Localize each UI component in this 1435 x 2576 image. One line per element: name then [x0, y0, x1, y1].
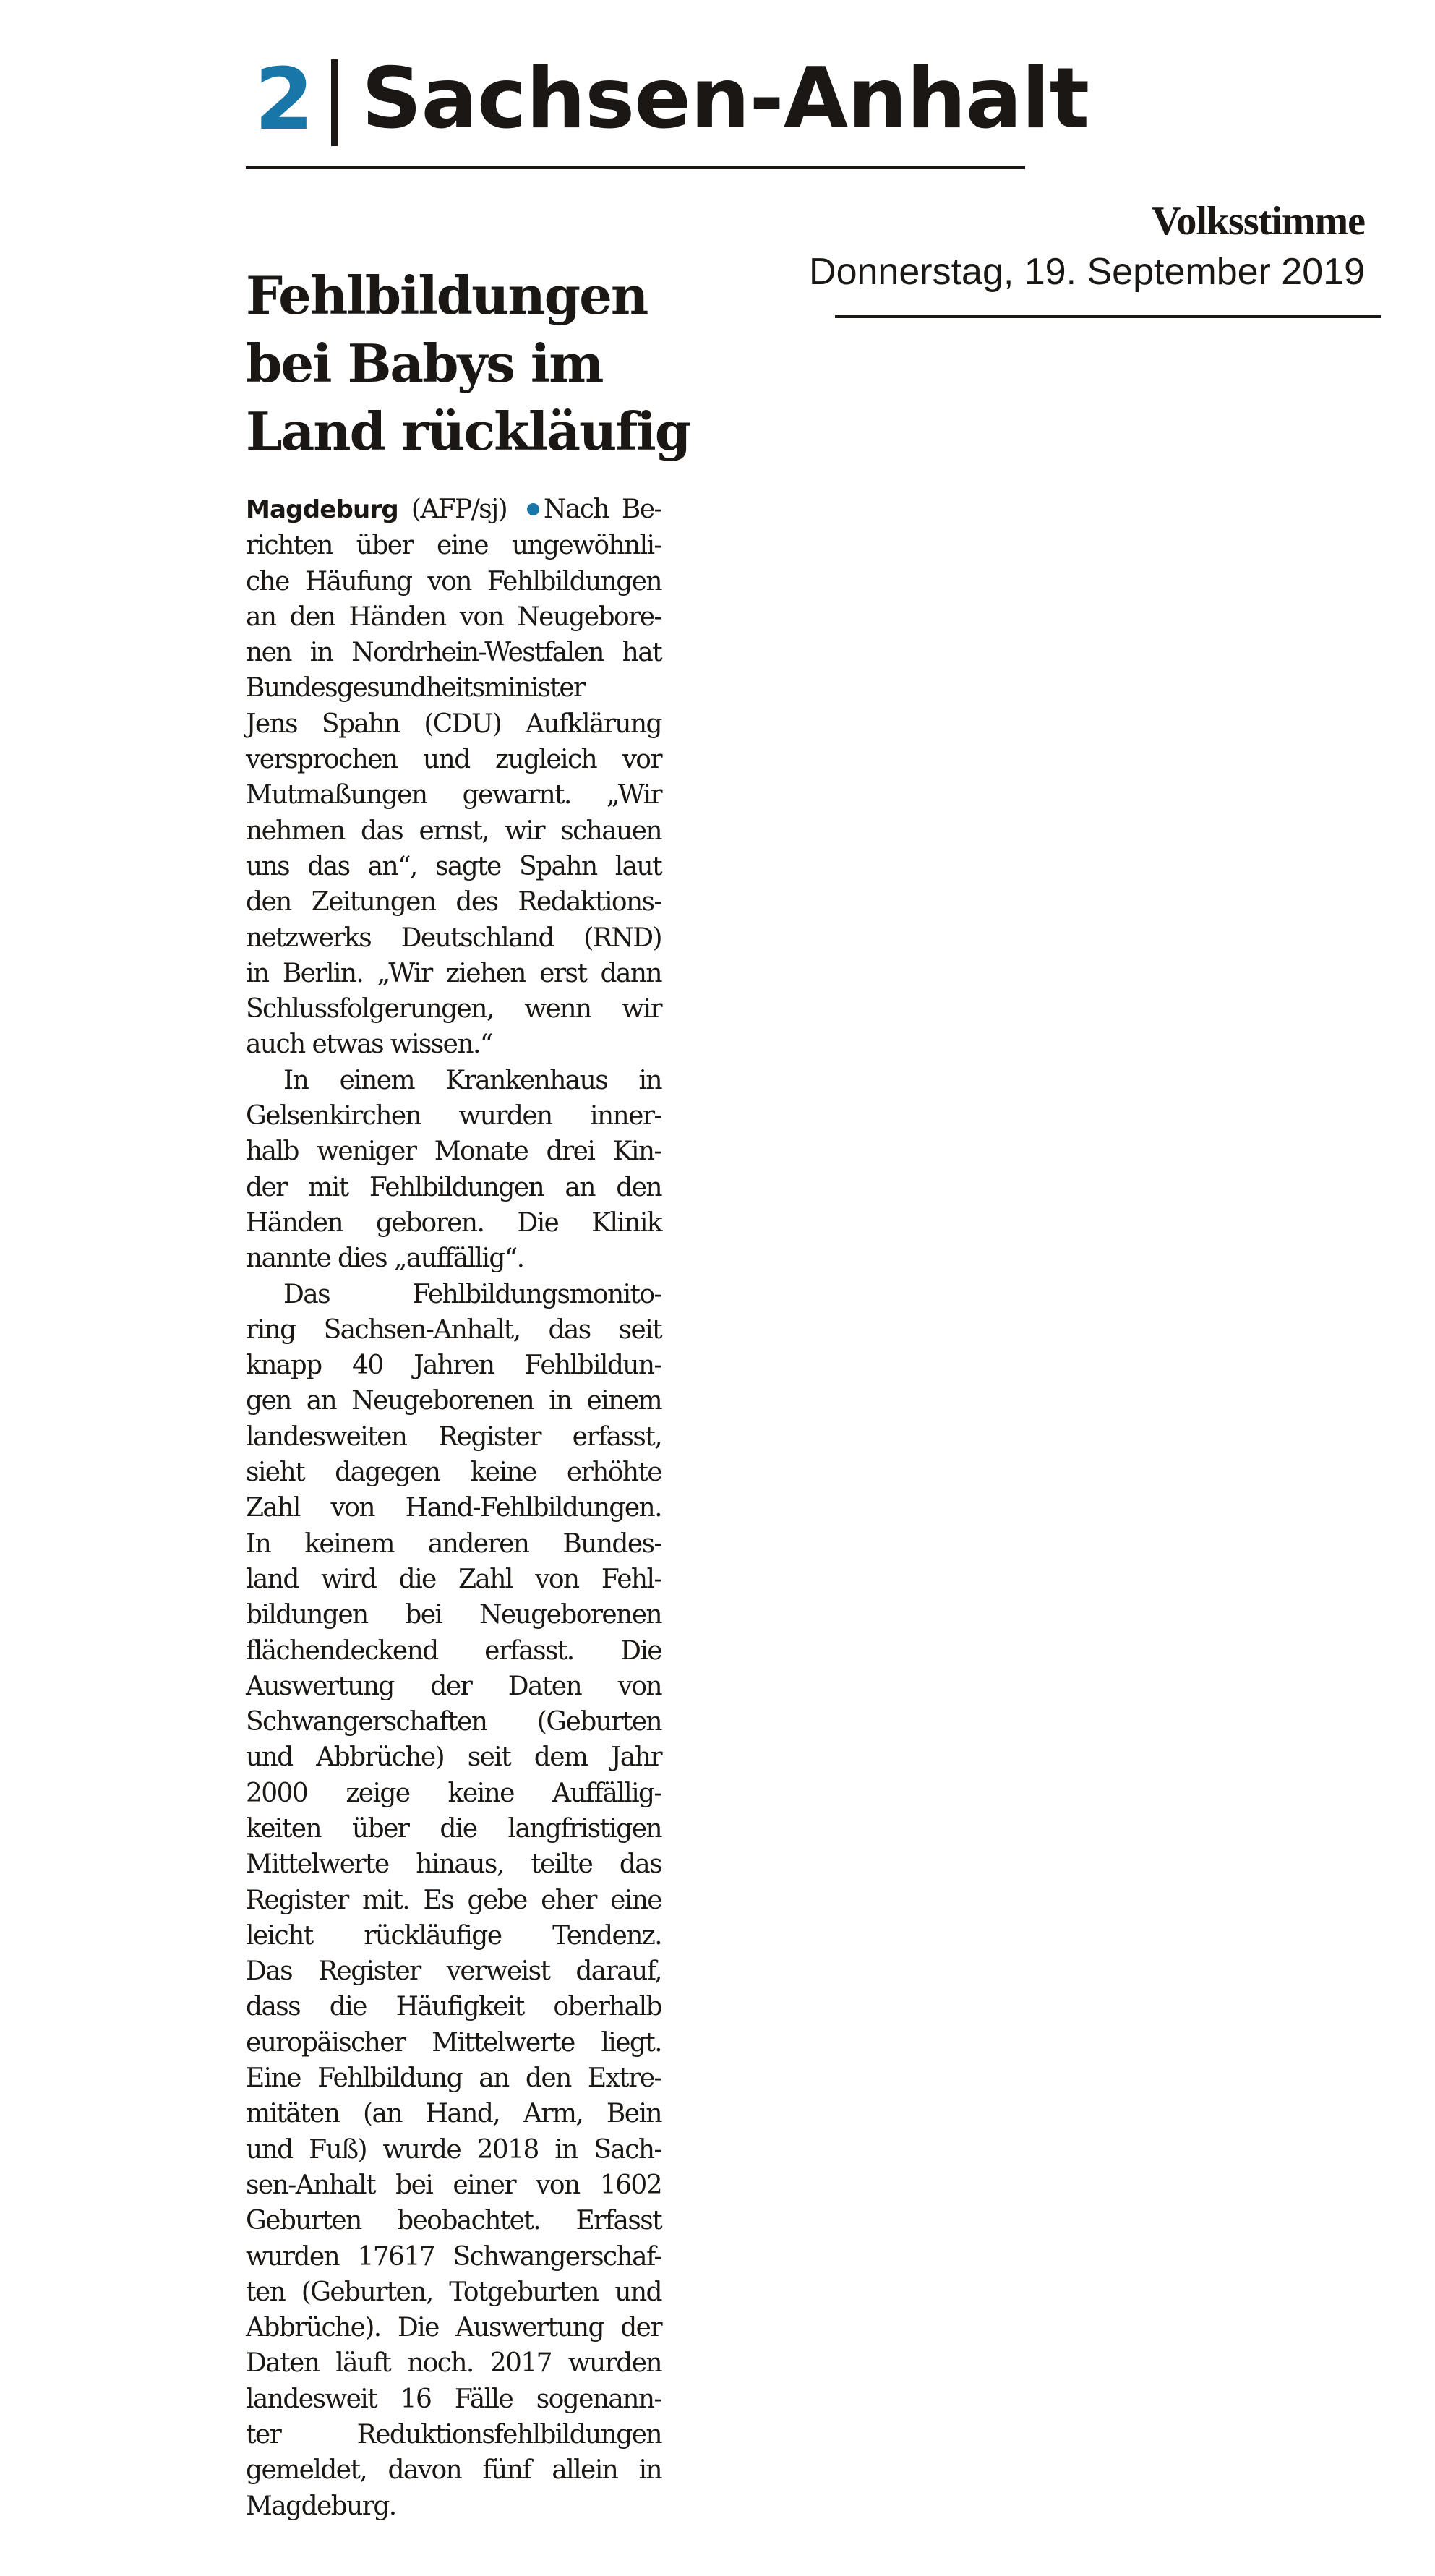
- dateline-city: Magdeburg: [246, 495, 398, 524]
- article-line: nannte dies „auffällig“.: [246, 1244, 524, 1274]
- headline-line: bei Babys im: [246, 333, 603, 394]
- article-line: uns das an“, sagte Spahn laut: [246, 851, 661, 881]
- article-line: In einem Krankenhaus in: [283, 1065, 661, 1095]
- article-line: flächendeckend erfasst. Die: [246, 1635, 661, 1666]
- article-line: wurden 17617 Schwangerschaf-: [246, 2241, 661, 2272]
- article-line: 2000 zeige keine Auffällig-: [246, 1778, 661, 1808]
- article-line: den Zeitungen des Redaktions-: [246, 887, 661, 917]
- article-line: bildungen bei Neugeborenen: [246, 1600, 661, 1630]
- article-line: der mit Fehlbildungen an den: [246, 1172, 661, 1202]
- masthead: [809, 195, 1381, 318]
- page-header: [246, 38, 1089, 169]
- article-line: auch etwas wissen.“: [246, 1030, 492, 1060]
- article-line: Gelsenkirchen wurden inner-: [246, 1101, 661, 1131]
- article-line: Magdeburg.: [246, 2491, 396, 2521]
- article-line: ter Reduktionsfehlbildungen: [246, 2420, 661, 2450]
- article-line: richten über eine ungewöhnli-: [246, 531, 661, 561]
- article-line: Zahl von Hand-Fehlbildungen.: [246, 1493, 661, 1523]
- issue-date: Donnerstag, 19. September 2019: [809, 251, 1365, 293]
- article-line: ten (Geburten, Totgeburten und: [246, 2277, 661, 2307]
- headline-line: Fehlbildungen: [246, 265, 648, 326]
- article-line: leicht rückläufige Tendenz.: [246, 1920, 661, 1951]
- article-paragraph: [246, 1277, 661, 2524]
- article-line: Eine Fehlbildung an den Extre-: [246, 2063, 661, 2094]
- article-line: in Berlin. „Wir ziehen erst dann: [246, 958, 661, 988]
- publication-name: Volksstimme: [1152, 199, 1365, 244]
- article-body: [246, 492, 661, 2524]
- article-line: Schlussfolgerungen, wenn wir: [246, 994, 661, 1024]
- article-line: Schwangerschaften (Geburten: [246, 1707, 661, 1737]
- article-line-text: Nach Be-: [544, 495, 661, 524]
- article-paragraph: [246, 1063, 661, 1277]
- article-line: nehmen das ernst, wir schauen: [246, 816, 661, 846]
- section-title: Sachsen-Anhalt: [361, 50, 1089, 147]
- page-number: 2: [254, 49, 314, 149]
- article-line: dass die Häufigkeit oberhalb: [246, 1992, 661, 2022]
- article-line: sieht dagegen keine erhöhte: [246, 1458, 661, 1488]
- article-line: land wird die Zahl von Fehl-: [246, 1564, 661, 1594]
- dateline-bullet-icon: [527, 503, 539, 515]
- article-line: Mutmaßungen gewarnt. „Wir: [246, 780, 661, 810]
- article-line: netzwerks Deutschland (RND): [246, 923, 661, 953]
- article-line: und Abbrüche) seit dem Jahr: [246, 1742, 661, 1773]
- article-line: landesweiten Register erfasst,: [246, 1421, 661, 1452]
- article-line: In keinem anderen Bundes-: [246, 1528, 661, 1559]
- article-line: keiten über die langfristigen: [246, 1813, 661, 1844]
- article-line: knapp 40 Jahren Fehlbildun-: [246, 1351, 661, 1381]
- article-line: mitäten (an Hand, Arm, Bein: [246, 2099, 661, 2129]
- article-line: gemeldet, davon fünf allein in: [246, 2455, 661, 2486]
- article-line: europäischer Mittelwerte liegt.: [246, 2027, 661, 2058]
- article-line: Händen geboren. Die Klinik: [246, 1207, 661, 1238]
- article-line: Mittelwerte hinaus, teilte das: [246, 1849, 661, 1880]
- headline-line: Land rückläufig: [246, 401, 690, 462]
- article-line: che Häufung von Fehlbildungen: [246, 566, 661, 596]
- article-line: Geburten beobachtet. Erfasst: [246, 2206, 661, 2236]
- article-line: Abbrüche). Die Auswertung der: [246, 2313, 661, 2343]
- article-line: nen in Nordrhein-Westfalen hat: [246, 638, 661, 668]
- article-line: Das Register verweist darauf,: [246, 1956, 661, 1987]
- article-line: [246, 492, 661, 528]
- article-line: Register mit. Es gebe eher eine: [246, 1885, 661, 1915]
- article-line: ring Sachsen-Anhalt, das seit: [246, 1314, 661, 1345]
- article-paragraph: [246, 492, 661, 1063]
- header-divider: [331, 59, 338, 146]
- article-headline: [246, 262, 795, 466]
- article-line: an den Händen von Neugebore-: [246, 602, 661, 632]
- article-line: Daten läuft noch. 2017 wurden: [246, 2348, 661, 2379]
- article-line: halb weniger Monate drei Kin-: [246, 1137, 661, 1167]
- article-line: landesweit 16 Fälle sogenann-: [246, 2384, 661, 2414]
- article-line: Auswertung der Daten von: [246, 1671, 661, 1701]
- article-line: gen an Neugeborenen in einem: [246, 1386, 661, 1416]
- article-line: versprochen und zugleich vor: [246, 745, 661, 775]
- article-line: Bundesgesundheitsminister: [246, 673, 585, 703]
- article-line: Das Fehlbildungsmonito-: [283, 1279, 661, 1309]
- article-line: sen-Anhalt bei einer von 1602: [246, 2170, 661, 2200]
- article-line: und Fuß) wurde 2018 in Sach-: [246, 2134, 661, 2165]
- article-line: Jens Spahn (CDU) Aufklärung: [246, 709, 661, 739]
- dateline-source: (AFP/sj): [398, 495, 521, 524]
